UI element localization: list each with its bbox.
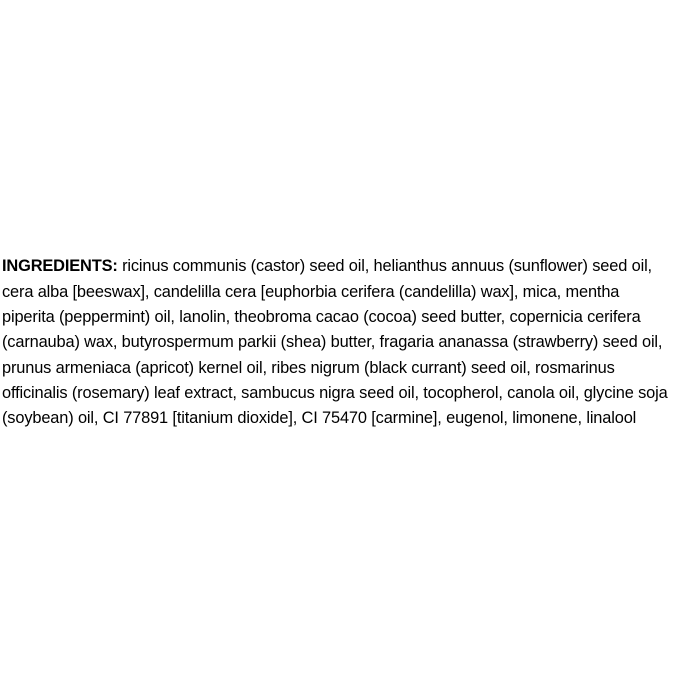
ingredients-list-text: ricinus communis (castor) seed oil, helianthus annuus (sunflower) seed oil, cera alba [beeswax], candelilla cera [euphorbia cerifera (candelilla) wax], mica, mentha piperita (peppermint) oil, lanolin, theobroma cacao (cocoa) seed butter, copernicia cerifera (carnauba) wax, butyrospermum parkii (shea) butter, fragaria ananassa (strawberry) seed oil, prunus armeniaca (apricot) kernel oil, ribes nigrum (black currant) seed oil, rosmarinus officinalis (rosemary) leaf extract, sambucus nigra seed oil, tocopherol, canola oil, glycine soja (soybean) oil, CI 77891 [titanium dioxide], CI 75470 [carmine], eugenol, limonene, linalool: [2, 257, 668, 428]
ingredients-heading: INGREDIENTS:: [2, 257, 118, 276]
ingredients-paragraph: [0, 254, 679, 431]
